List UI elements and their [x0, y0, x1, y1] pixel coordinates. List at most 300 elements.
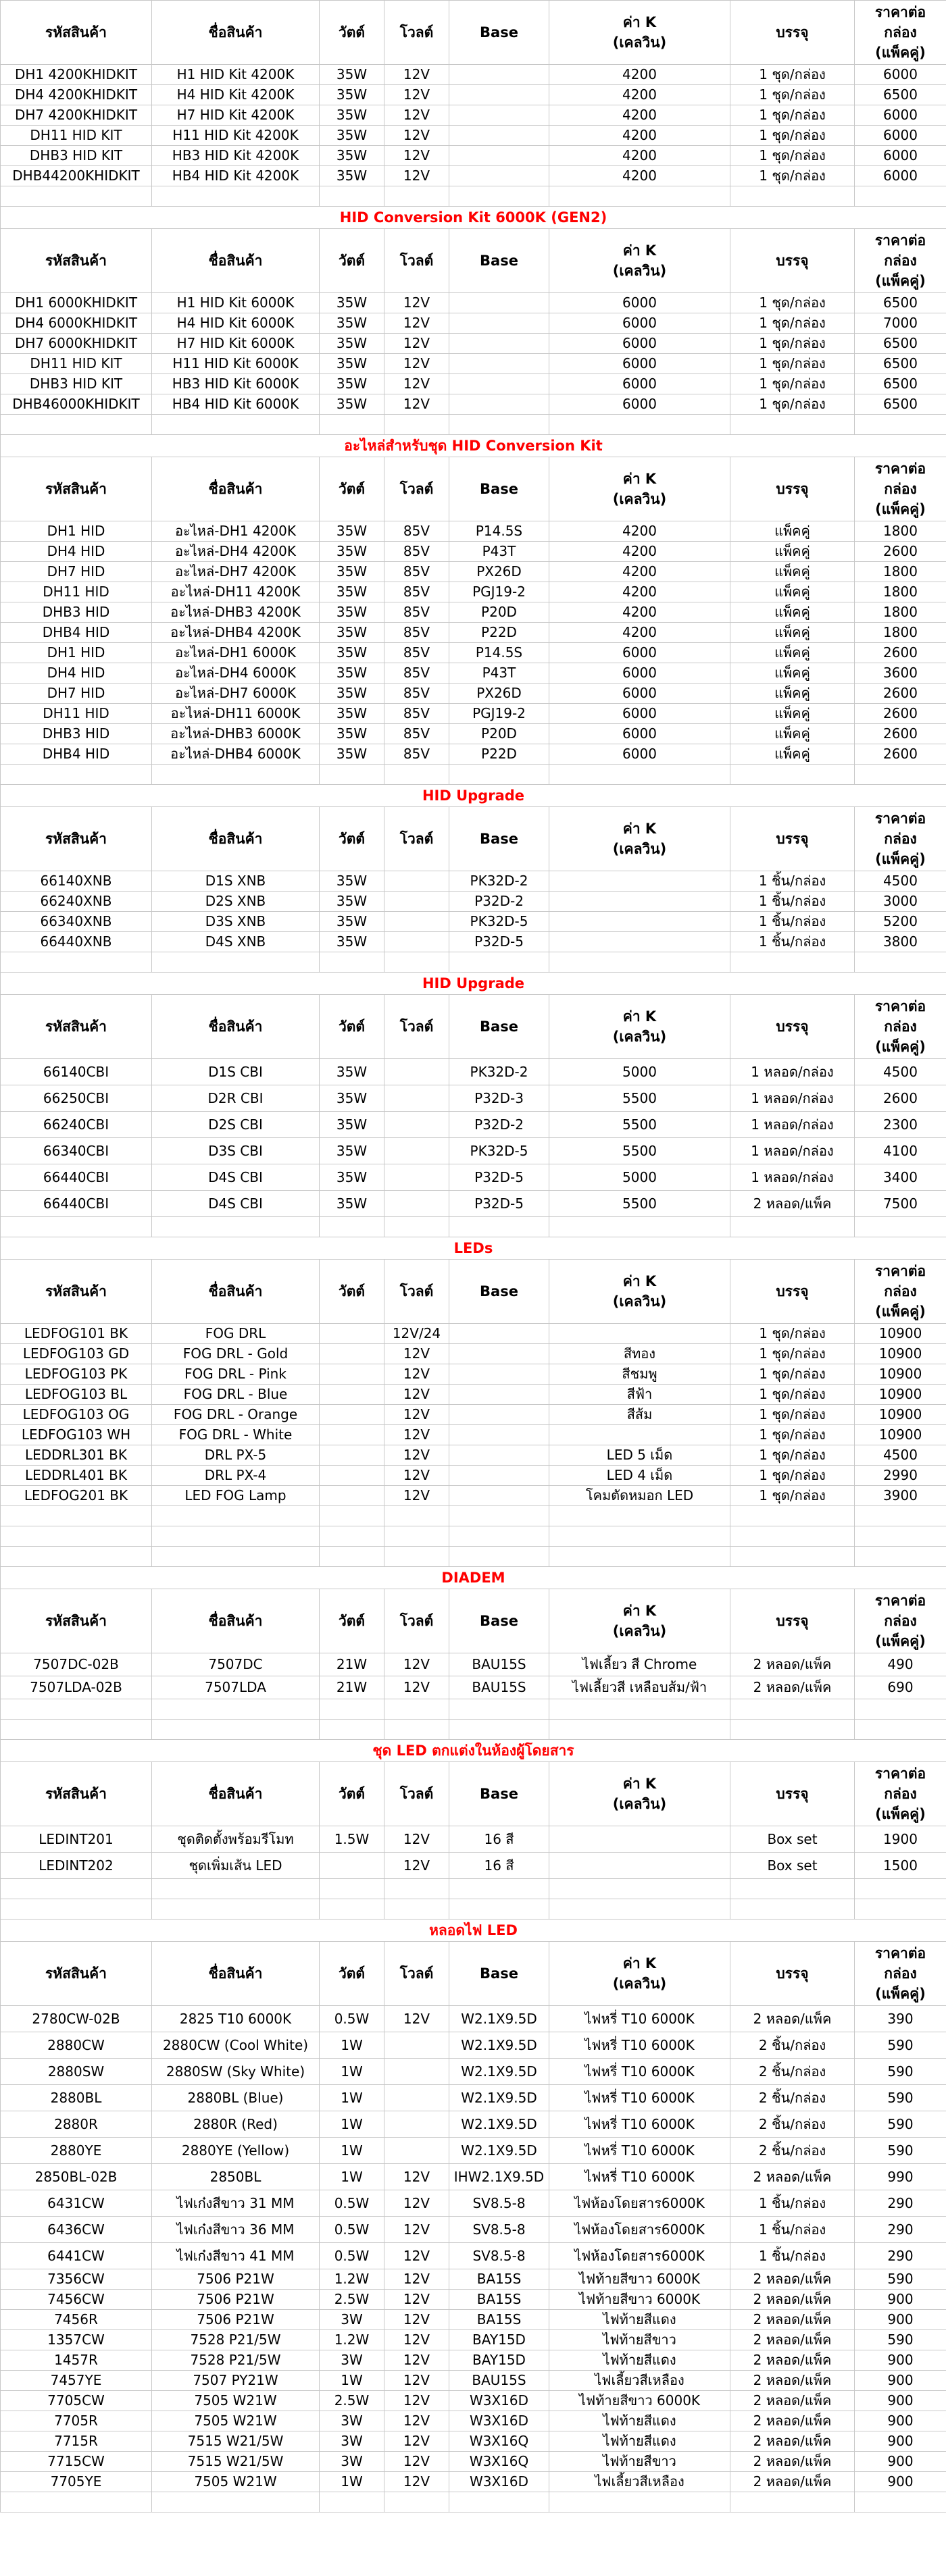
table-row	[1, 2138, 946, 2164]
cell-volt: 12V	[384, 1486, 449, 1506]
header-row	[1, 457, 946, 521]
cell-packing: แพ็คคู่	[730, 724, 855, 744]
table-row	[1, 1085, 946, 1112]
cell-product-name: อะไหล่-DHB3 6000K	[152, 724, 320, 744]
cell-kelvin: สีฟ้า	[549, 1385, 730, 1405]
cell-volt: 12V	[384, 2431, 449, 2452]
cell-kelvin: ไฟเลี้ยวสีเหลือง	[549, 2472, 730, 2492]
cell-price: 590	[855, 2138, 946, 2164]
cell-base	[449, 85, 549, 105]
cell-watt: 35W	[320, 892, 384, 912]
cell-kelvin: 4200	[549, 105, 730, 126]
cell-kelvin	[549, 1425, 730, 1445]
cell-base: PGJ19-2	[449, 582, 549, 602]
cell-sku: 7715R	[1, 2431, 152, 2452]
cell-kelvin: ไฟท้ายสีแดง	[549, 2350, 730, 2371]
cell-price: 590	[855, 2059, 946, 2085]
cell-volt: 12V	[384, 2164, 449, 2190]
cell-kelvin: ไฟหรี่ T10 6000K	[549, 2164, 730, 2190]
blank-cell	[449, 1720, 549, 1740]
cell-watt: 1W	[320, 2085, 384, 2111]
cell-packing: 1 ชิ้น/กล่อง	[730, 871, 855, 892]
header-base: Base	[449, 995, 549, 1059]
cell-base: SV8.5-8	[449, 2217, 549, 2243]
cell-kelvin: 4200	[549, 126, 730, 146]
cell-kelvin: 5500	[549, 1112, 730, 1138]
cell-watt	[320, 1405, 384, 1425]
cell-base: P32D-2	[449, 892, 549, 912]
cell-volt: 85V	[384, 643, 449, 663]
cell-packing: 1 ชุด/กล่อง	[730, 1385, 855, 1405]
blank-cell	[1, 1506, 152, 1526]
cell-price: 690	[855, 1676, 946, 1699]
cell-price: 7000	[855, 313, 946, 334]
cell-base: 16 สี	[449, 1826, 549, 1853]
cell-watt: 35W	[320, 744, 384, 765]
cell-volt: 85V	[384, 744, 449, 765]
blank-cell	[549, 1217, 730, 1237]
blank-cell	[449, 765, 549, 785]
cell-volt: 12V	[384, 2310, 449, 2330]
cell-kelvin: 6000	[549, 354, 730, 374]
cell-packing: 2 หลอด/แพ็ค	[730, 2472, 855, 2492]
blank-cell	[384, 2492, 449, 2513]
cell-volt: 12V	[384, 1826, 449, 1853]
table-row	[1, 2330, 946, 2350]
cell-base: P32D-5	[449, 1164, 549, 1191]
cell-kelvin: ไฟหรี่ T10 6000K	[549, 2059, 730, 2085]
blank-cell	[855, 1699, 946, 1720]
cell-product-name: ชุดเพิ่มเส้น LED	[152, 1853, 320, 1879]
cell-watt: 1W	[320, 2371, 384, 2391]
table-row	[1, 744, 946, 765]
header-packing: บรรจุ	[730, 1589, 855, 1653]
cell-product-name: 7505 W21W	[152, 2411, 320, 2431]
header-watt: วัตต์	[320, 1260, 384, 1324]
blank-cell	[549, 1899, 730, 1920]
cell-watt: 35W	[320, 166, 384, 186]
cell-watt: 35W	[320, 394, 384, 415]
header-price: ราคาต่อ กล่อง (แพ็คคู่)	[855, 1942, 946, 2006]
cell-volt	[384, 1112, 449, 1138]
blank-cell	[384, 415, 449, 435]
cell-product-name: 2880SW (Sky White)	[152, 2059, 320, 2085]
cell-sku: 66440CBI	[1, 1191, 152, 1217]
cell-packing: 1 ชุด/กล่อง	[730, 166, 855, 186]
blank-cell	[549, 1720, 730, 1740]
cell-base: PK32D-5	[449, 912, 549, 932]
header-base: Base	[449, 1, 549, 65]
blank-cell	[549, 765, 730, 785]
header-watt: วัตต์	[320, 1589, 384, 1653]
cell-sku: 7715CW	[1, 2452, 152, 2472]
header-kelvin: ค่า K (เคลวิน)	[549, 1260, 730, 1324]
table-row	[1, 2164, 946, 2190]
header-base: Base	[449, 1762, 549, 1826]
cell-base: BAU15S	[449, 1653, 549, 1676]
cell-kelvin: ไฟเลี้ยวสี เหลือบส้ม/ฟ้า	[549, 1676, 730, 1699]
cell-kelvin	[549, 1324, 730, 1344]
cell-base: W2.1X9.5D	[449, 2138, 549, 2164]
cell-base: P14.5S	[449, 643, 549, 663]
table-row	[1, 1466, 946, 1486]
cell-product-name: อะไหล่-DHB3 4200K	[152, 602, 320, 623]
cell-product-name: 2880CW (Cool White)	[152, 2032, 320, 2059]
cell-base	[449, 1466, 549, 1486]
cell-volt	[384, 1085, 449, 1112]
cell-base: W2.1X9.5D	[449, 2059, 549, 2085]
cell-volt: 85V	[384, 562, 449, 582]
cell-sku: 7507DC-02B	[1, 1653, 152, 1676]
cell-kelvin: 4200	[549, 602, 730, 623]
header-volt: โวลต์	[384, 1762, 449, 1826]
cell-packing: 1 ชุด/กล่อง	[730, 1486, 855, 1506]
cell-base	[449, 1486, 549, 1506]
cell-packing: 1 ชุด/กล่อง	[730, 146, 855, 166]
table-row	[1, 126, 946, 146]
cell-product-name: DRL PX-5	[152, 1445, 320, 1466]
cell-watt: 35W	[320, 293, 384, 313]
cell-product-name: D4S CBI	[152, 1191, 320, 1217]
blank-cell	[320, 415, 384, 435]
cell-volt: 85V	[384, 684, 449, 704]
table-row	[1, 2290, 946, 2310]
cell-base: P22D	[449, 623, 549, 643]
cell-kelvin: สีทอง	[549, 1344, 730, 1364]
table-row	[1, 623, 946, 643]
cell-packing: 2 ชิ้น/กล่อง	[730, 2032, 855, 2059]
cell-kelvin: 4200	[549, 582, 730, 602]
cell-price: 590	[855, 2330, 946, 2350]
cell-volt: 12V	[384, 1364, 449, 1385]
blank-cell	[449, 1526, 549, 1547]
blank-cell	[549, 1699, 730, 1720]
header-sku: รหัสสินค้า	[1, 995, 152, 1059]
cell-watt: 35W	[320, 912, 384, 932]
cell-product-name: อะไหล่-DH11 4200K	[152, 582, 320, 602]
cell-sku: DH11 HID	[1, 582, 152, 602]
cell-watt: 35W	[320, 562, 384, 582]
cell-base: W3X16Q	[449, 2431, 549, 2452]
cell-packing: แพ็คคู่	[730, 602, 855, 623]
header-volt: โวลต์	[384, 1260, 449, 1324]
cell-price: 6000	[855, 126, 946, 146]
table-row	[1, 704, 946, 724]
cell-packing: แพ็คคู่	[730, 663, 855, 684]
cell-packing: 1 ชุด/กล่อง	[730, 354, 855, 374]
header-watt: วัตต์	[320, 1942, 384, 2006]
cell-volt	[384, 932, 449, 952]
table-row	[1, 1653, 946, 1676]
table-row	[1, 932, 946, 952]
cell-volt: 12V	[384, 1466, 449, 1486]
cell-watt: 35W	[320, 334, 384, 354]
blank-cell	[384, 1720, 449, 1740]
blank-row	[1, 765, 946, 785]
blank-cell	[730, 2492, 855, 2513]
blank-cell	[449, 1699, 549, 1720]
cell-product-name: 7506 P21W	[152, 2290, 320, 2310]
blank-cell	[449, 1217, 549, 1237]
cell-volt: 12V	[384, 374, 449, 394]
cell-base: BAY15D	[449, 2330, 549, 2350]
cell-watt	[320, 1853, 384, 1879]
header-sku: รหัสสินค้า	[1, 457, 152, 521]
cell-sku: 66140XNB	[1, 871, 152, 892]
header-sku: รหัสสินค้า	[1, 229, 152, 293]
cell-watt: 3W	[320, 2452, 384, 2472]
cell-kelvin: 5500	[549, 1085, 730, 1112]
cell-product-name: D4S CBI	[152, 1164, 320, 1191]
cell-packing: 2 หลอด/แพ็ค	[730, 2290, 855, 2310]
cell-packing: 1 ชุด/กล่อง	[730, 1466, 855, 1486]
cell-volt: 12V	[384, 313, 449, 334]
blank-cell	[449, 415, 549, 435]
table-row	[1, 2371, 946, 2391]
cell-sku: LEDFOG103 GD	[1, 1344, 152, 1364]
cell-watt: 2.5W	[320, 2391, 384, 2411]
header-price: ราคาต่อ กล่อง (แพ็คคู่)	[855, 1, 946, 65]
cell-packing: 1 ชุด/กล่อง	[730, 1425, 855, 1445]
cell-watt: 35W	[320, 602, 384, 623]
cell-product-name: H11 HID Kit 4200K	[152, 126, 320, 146]
table-row	[1, 85, 946, 105]
table-row	[1, 2032, 946, 2059]
table-row	[1, 1059, 946, 1085]
header-packing: บรรจุ	[730, 1, 855, 65]
cell-base	[449, 166, 549, 186]
cell-price: 10900	[855, 1324, 946, 1344]
cell-volt: 12V	[384, 2269, 449, 2290]
blank-cell	[855, 1879, 946, 1899]
cell-price: 3900	[855, 1486, 946, 1506]
cell-packing: 1 ชุด/กล่อง	[730, 126, 855, 146]
blank-cell	[320, 1547, 384, 1567]
section-title-row	[1, 973, 946, 995]
cell-base	[449, 1445, 549, 1466]
cell-sku: 1357CW	[1, 2330, 152, 2350]
blank-cell	[152, 765, 320, 785]
cell-base: BA15S	[449, 2290, 549, 2310]
cell-sku: DH1 HID	[1, 643, 152, 663]
cell-kelvin: 5000	[549, 1059, 730, 1085]
header-product-name: ชื่อสินค้า	[152, 1260, 320, 1324]
header-packing: บรรจุ	[730, 1762, 855, 1826]
cell-price: 900	[855, 2472, 946, 2492]
cell-volt: 12V	[384, 126, 449, 146]
blank-cell	[320, 1699, 384, 1720]
cell-product-name: อะไหล่-DH7 4200K	[152, 562, 320, 582]
table-row	[1, 521, 946, 542]
blank-cell	[1, 1547, 152, 1567]
header-sku: รหัสสินค้า	[1, 807, 152, 871]
cell-price: 1800	[855, 521, 946, 542]
blank-cell	[855, 1526, 946, 1547]
cell-packing: แพ็คคู่	[730, 542, 855, 562]
cell-base: BAY15D	[449, 2350, 549, 2371]
header-price: ราคาต่อ กล่อง (แพ็คคู่)	[855, 457, 946, 521]
cell-sku: DH1 HID	[1, 521, 152, 542]
cell-price: 4500	[855, 1445, 946, 1466]
cell-kelvin: 5500	[549, 1138, 730, 1164]
cell-sku: DHB4 HID	[1, 623, 152, 643]
blank-cell	[384, 1547, 449, 1567]
blank-cell	[384, 1899, 449, 1920]
cell-base	[449, 293, 549, 313]
cell-product-name: FOG DRL - Pink	[152, 1364, 320, 1385]
cell-packing: 1 ชุด/กล่อง	[730, 85, 855, 105]
cell-volt	[384, 1191, 449, 1217]
cell-price: 390	[855, 2006, 946, 2032]
cell-packing: 1 ชิ้น/กล่อง	[730, 2190, 855, 2217]
cell-product-name: 7507LDA	[152, 1676, 320, 1699]
cell-price: 10900	[855, 1405, 946, 1425]
header-kelvin: ค่า K (เคลวิน)	[549, 1762, 730, 1826]
blank-cell	[855, 1720, 946, 1740]
cell-base: BAU15S	[449, 1676, 549, 1699]
cell-packing: แพ็คคู่	[730, 623, 855, 643]
cell-price: 5200	[855, 912, 946, 932]
cell-kelvin: 4200	[549, 166, 730, 186]
cell-volt: 85V	[384, 602, 449, 623]
header-product-name: ชื่อสินค้า	[152, 1762, 320, 1826]
cell-sku: 7356CW	[1, 2269, 152, 2290]
cell-kelvin: ไฟเลี้ยวสีเหลือง	[549, 2371, 730, 2391]
cell-volt	[384, 1164, 449, 1191]
cell-watt: 35W	[320, 623, 384, 643]
header-watt: วัตต์	[320, 1, 384, 65]
cell-product-name: อะไหล่-DH4 4200K	[152, 542, 320, 562]
cell-base: W3X16D	[449, 2472, 549, 2492]
header-packing: บรรจุ	[730, 1942, 855, 2006]
blank-cell	[730, 1899, 855, 1920]
cell-sku: LEDINT201	[1, 1826, 152, 1853]
header-volt: โวลต์	[384, 995, 449, 1059]
cell-sku: 7507LDA-02B	[1, 1676, 152, 1699]
header-packing: บรรจุ	[730, 807, 855, 871]
header-packing: บรรจุ	[730, 995, 855, 1059]
cell-kelvin	[549, 912, 730, 932]
cell-base	[449, 1425, 549, 1445]
header-sku: รหัสสินค้า	[1, 1260, 152, 1324]
cell-sku: LEDFOG103 WH	[1, 1425, 152, 1445]
cell-price: 590	[855, 2111, 946, 2138]
header-price: ราคาต่อ กล่อง (แพ็คคู่)	[855, 1589, 946, 1653]
header-volt: โวลต์	[384, 1589, 449, 1653]
cell-kelvin: LED 5 เม็ด	[549, 1445, 730, 1466]
header-kelvin: ค่า K (เคลวิน)	[549, 995, 730, 1059]
cell-price: 2600	[855, 684, 946, 704]
cell-base: PK32D-5	[449, 1138, 549, 1164]
blank-cell	[549, 1547, 730, 1567]
cell-watt: 35W	[320, 1138, 384, 1164]
cell-price: 590	[855, 2032, 946, 2059]
blank-row	[1, 1217, 946, 1237]
cell-sku: DH11 HID	[1, 704, 152, 724]
cell-sku: LEDDRL401 BK	[1, 1466, 152, 1486]
cell-kelvin	[549, 932, 730, 952]
header-price: ราคาต่อ กล่อง (แพ็คคู่)	[855, 995, 946, 1059]
section-title: หลอดไฟ LED	[1, 1920, 946, 1942]
cell-sku: 7456CW	[1, 2290, 152, 2310]
section-title-row	[1, 435, 946, 457]
cell-product-name: 7515 W21/5W	[152, 2431, 320, 2452]
cell-kelvin: 6000	[549, 293, 730, 313]
cell-product-name: ชุดติดตั้งพร้อมรีโมท	[152, 1826, 320, 1853]
cell-kelvin: 6000	[549, 684, 730, 704]
blank-cell	[384, 1217, 449, 1237]
cell-price: 900	[855, 2391, 946, 2411]
cell-price: 900	[855, 2431, 946, 2452]
cell-sku: LEDFOG103 OG	[1, 1405, 152, 1425]
cell-watt: 0.5W	[320, 2243, 384, 2269]
cell-packing: Box set	[730, 1853, 855, 1879]
cell-base: W3X16D	[449, 2411, 549, 2431]
header-packing: บรรจุ	[730, 229, 855, 293]
blank-row	[1, 952, 946, 973]
cell-base	[449, 126, 549, 146]
cell-sku: 2880CW	[1, 2032, 152, 2059]
cell-sku: 2880SW	[1, 2059, 152, 2085]
blank-cell	[449, 952, 549, 973]
cell-price: 900	[855, 2371, 946, 2391]
table-row	[1, 1164, 946, 1191]
cell-packing: 1 ชุด/กล่อง	[730, 293, 855, 313]
blank-cell	[152, 1526, 320, 1547]
cell-packing: 2 หลอด/แพ็ค	[730, 1676, 855, 1699]
cell-volt: 85V	[384, 663, 449, 684]
blank-row	[1, 2492, 946, 2513]
cell-product-name: D4S XNB	[152, 932, 320, 952]
cell-watt: 1W	[320, 2138, 384, 2164]
table-row	[1, 1486, 946, 1506]
cell-base: P14.5S	[449, 521, 549, 542]
cell-product-name: HB3 HID Kit 4200K	[152, 146, 320, 166]
cell-product-name: H1 HID Kit 4200K	[152, 65, 320, 85]
cell-packing: แพ็คคู่	[730, 562, 855, 582]
cell-sku: DHB3 HID KIT	[1, 374, 152, 394]
cell-watt: 35W	[320, 932, 384, 952]
blank-row	[1, 415, 946, 435]
cell-sku: 1457R	[1, 2350, 152, 2371]
cell-product-name: 2825 T10 6000K	[152, 2006, 320, 2032]
table-row	[1, 643, 946, 663]
cell-base: BAU15S	[449, 2371, 549, 2391]
cell-kelvin: ไฟท้ายสีขาว 6000K	[549, 2290, 730, 2310]
table-row	[1, 912, 946, 932]
header-volt: โวลต์	[384, 1, 449, 65]
cell-watt: 35W	[320, 582, 384, 602]
blank-cell	[449, 1547, 549, 1567]
blank-cell	[855, 952, 946, 973]
cell-sku: DH1 4200KHIDKIT	[1, 65, 152, 85]
cell-price: 2300	[855, 1112, 946, 1138]
cell-price: 1800	[855, 582, 946, 602]
cell-volt: 12V	[384, 394, 449, 415]
cell-watt: 35W	[320, 313, 384, 334]
table-row	[1, 313, 946, 334]
section-title: HID Upgrade	[1, 785, 946, 807]
cell-volt	[384, 871, 449, 892]
cell-sku: 7705CW	[1, 2391, 152, 2411]
cell-sku: DH7 4200KHIDKIT	[1, 105, 152, 126]
blank-cell	[1, 1699, 152, 1720]
cell-sku: DHB44200KHIDKIT	[1, 166, 152, 186]
header-sku: รหัสสินค้า	[1, 1589, 152, 1653]
cell-watt	[320, 1364, 384, 1385]
blank-cell	[320, 2492, 384, 2513]
blank-cell	[384, 765, 449, 785]
